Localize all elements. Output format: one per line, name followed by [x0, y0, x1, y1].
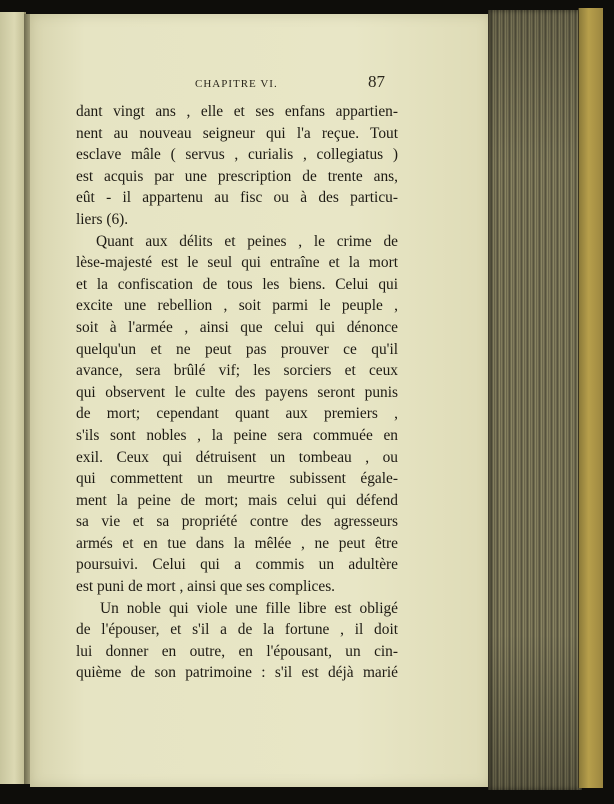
- page-header: [0, 72, 614, 96]
- page-number: 87: [368, 72, 385, 91]
- text-line: de mort; cependant quant aux premiers ,: [76, 405, 398, 423]
- text-line: quième de son patrimoine : s'il est déjà marié: [76, 664, 398, 682]
- page-text: [76, 101, 398, 684]
- text-line: exil. Ceux qui détruisent un tombeau , ou: [76, 448, 398, 466]
- text-line: Quant aux délits et peines , le crime de: [96, 232, 398, 250]
- text-line: avance, sera brûlé vif; les sorciers et ceux: [76, 362, 398, 380]
- text-line: qui observent le culte des payens seront punis: [76, 383, 398, 401]
- text-line: et la confiscation de tous les biens. Celui qui: [76, 275, 398, 293]
- left-page-edge: [0, 12, 26, 784]
- text-line: poursuivi. Celui qui a commis un adultère: [76, 556, 398, 574]
- text-line: s'ils sont nobles , la peine sera commuée en: [76, 426, 398, 444]
- text-line: dant vingt ans , elle et ses enfans appartien-: [76, 103, 398, 120]
- text-line: ment la peine de mort; mais celui qui défend: [76, 491, 398, 509]
- text-line: de l'épouser, et s'il a de la fortune , il doit: [76, 621, 398, 639]
- page-stack-shade: [488, 10, 582, 790]
- text-line: lui donner en outre, en l'épousant, un cin-: [76, 642, 398, 660]
- text-line: quelqu'un et ne peut pas prouver ce qu'il: [76, 340, 398, 358]
- text-line: excite une rebellion , soit parmi le peuple ,: [76, 297, 398, 315]
- text-line: sa vie et sa propriété contre des agresseurs: [76, 513, 398, 531]
- text-line: est puni de mort , ainsi que ses complices.: [76, 578, 336, 596]
- book-cover-edge: [578, 8, 603, 788]
- text-line: eût - il appartenu au fisc ou à des particu-: [76, 189, 398, 207]
- text-line: est acquis par une prescription de trente ans,: [76, 167, 398, 185]
- text-line: armés et en tue dans la mêlée , ne peut être: [76, 534, 398, 552]
- text-line: soit à l'armée , ainsi que celui qui dénonce: [76, 318, 398, 336]
- running-head: CHAPITRE VI.: [195, 78, 278, 90]
- text-line: esclave mâle ( servus , curialis , collegiatus ): [76, 146, 398, 164]
- text-line: qui commettent un meurtre subissent égale-: [76, 470, 398, 488]
- text-line: Un noble qui viole une fille libre est obligé: [100, 599, 398, 617]
- text-line: nent au nouveau seigneur qui l'a reçue. Tout: [76, 124, 398, 142]
- text-line: lèse-majesté est le seul qui entraîne et la mort: [76, 254, 398, 272]
- text-line: liers (6).: [76, 210, 129, 228]
